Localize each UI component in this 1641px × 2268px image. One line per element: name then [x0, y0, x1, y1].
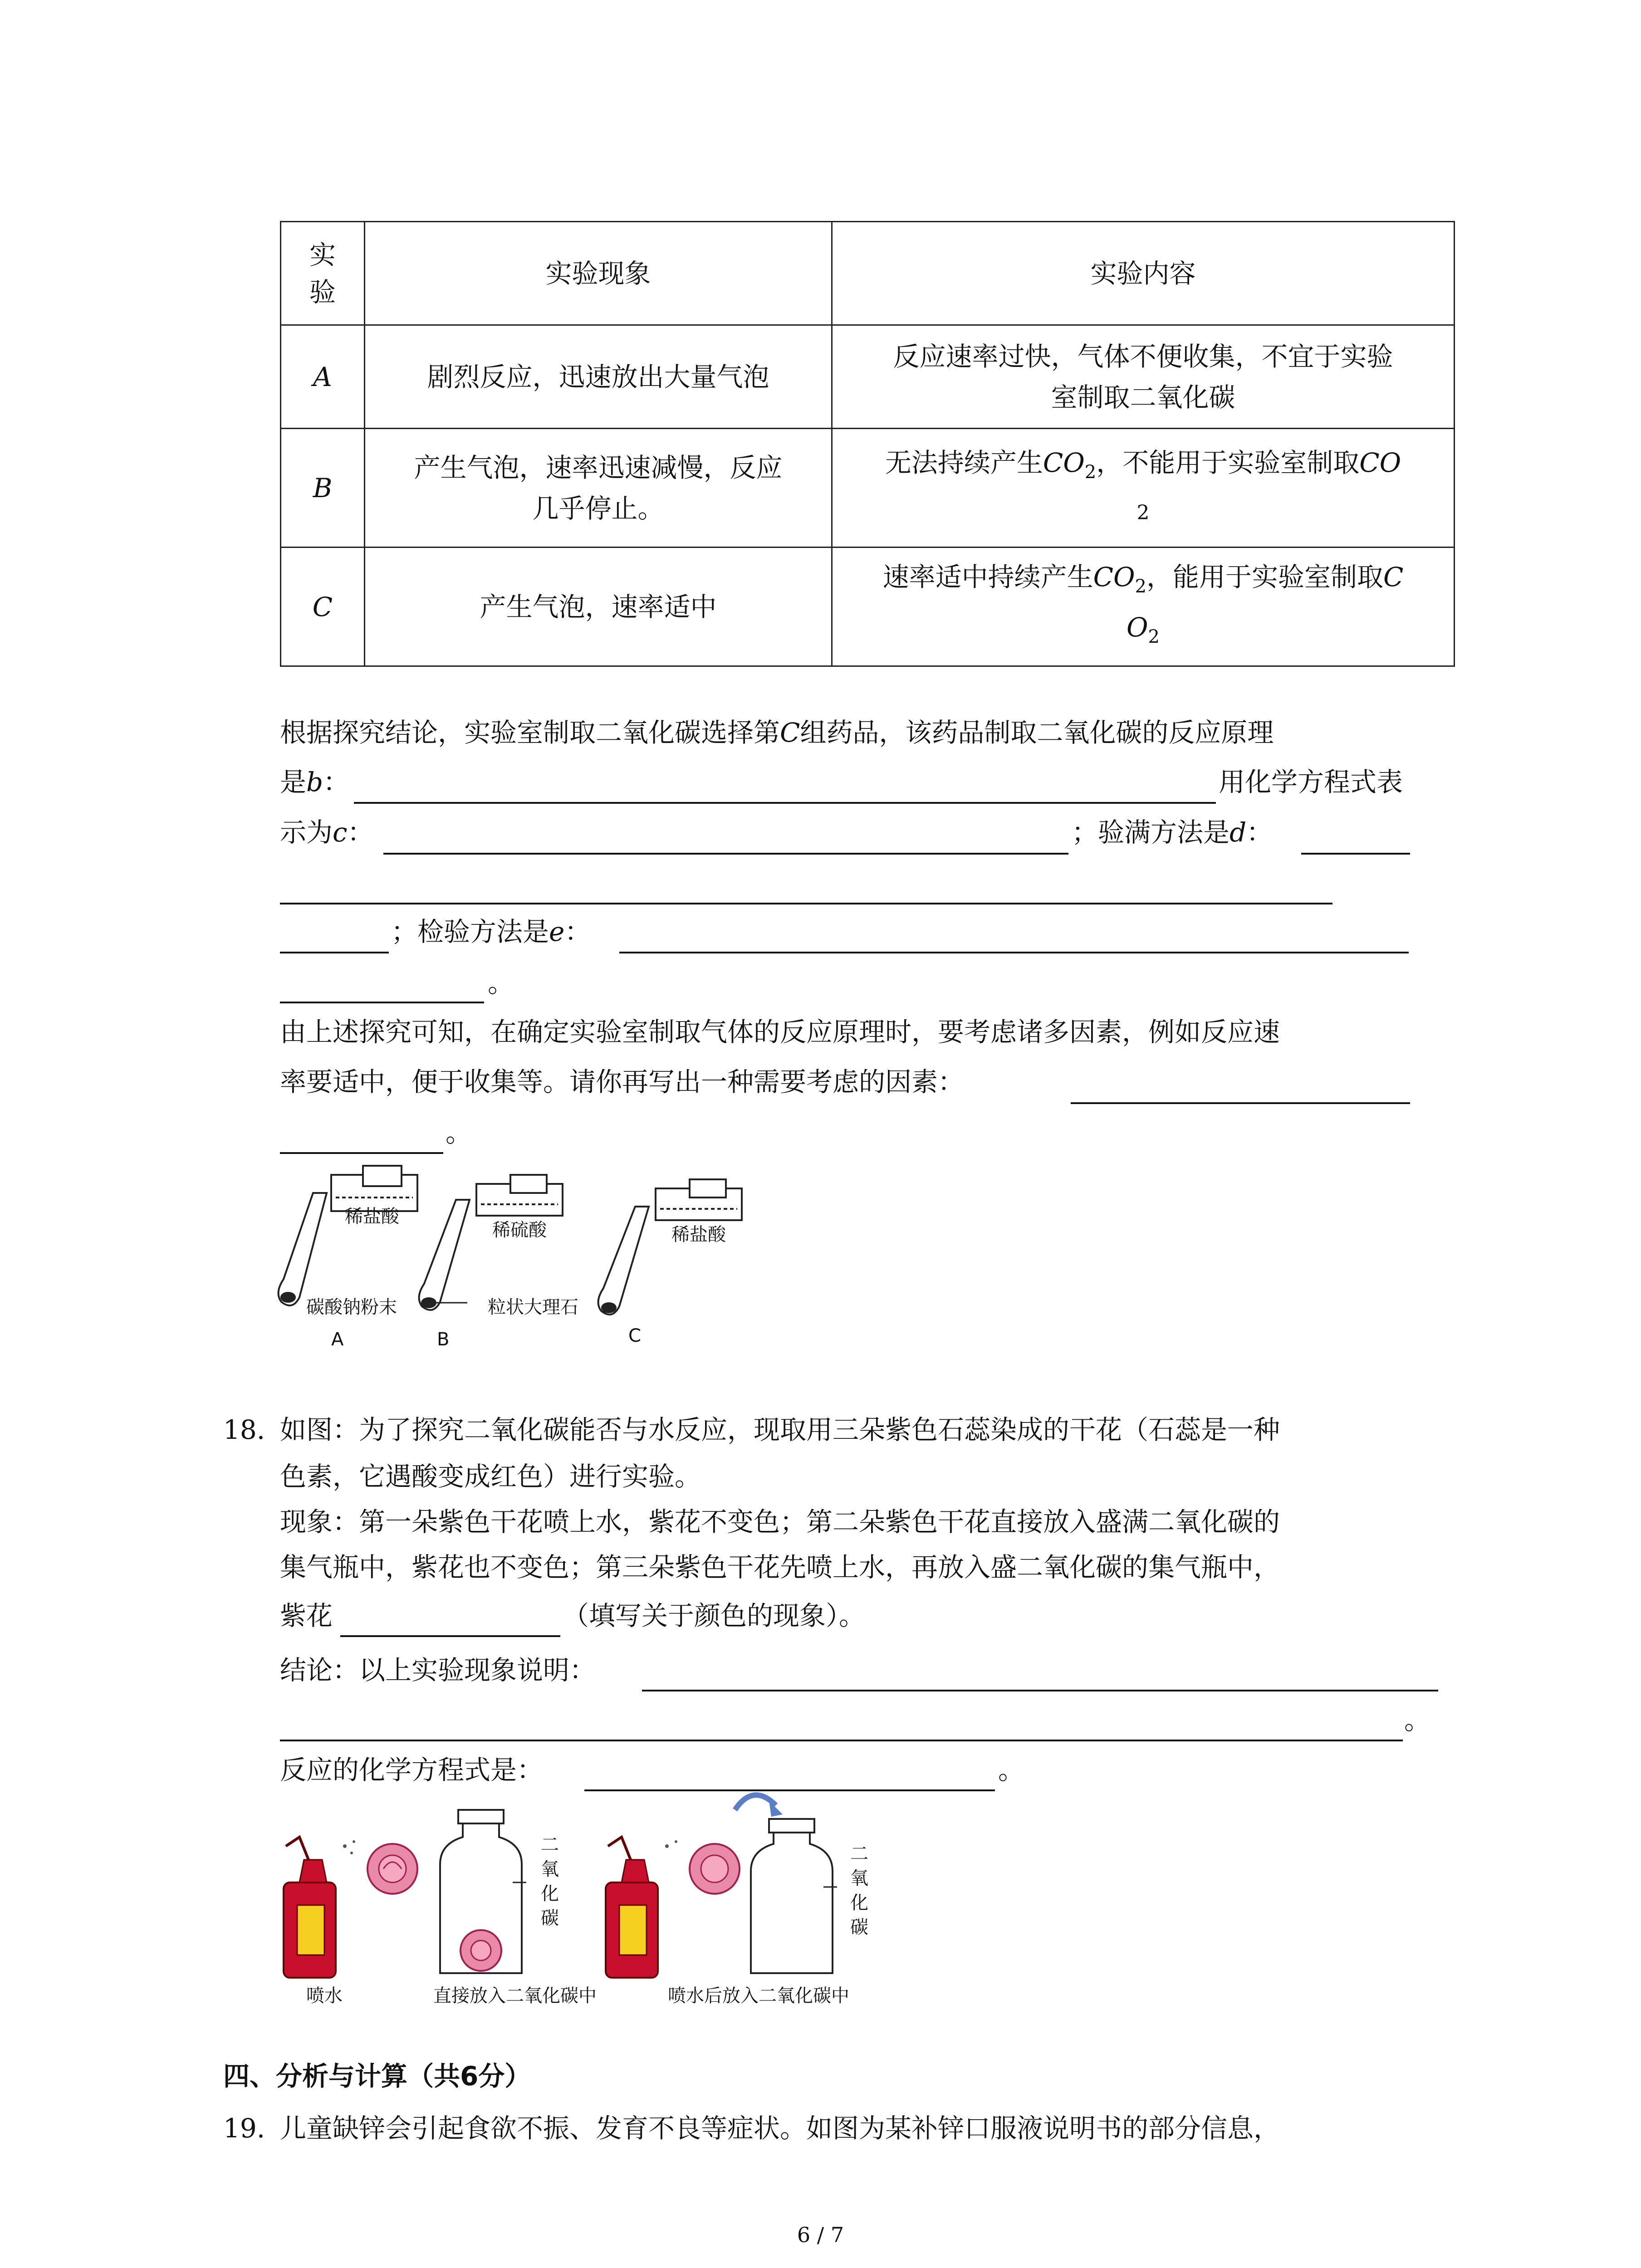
- q19-number: 19.: [223, 2113, 265, 2144]
- tube-label-a: A: [331, 1329, 344, 1350]
- header-content: 实验内容: [832, 222, 1455, 325]
- q18-line-5b: （填写关于颜色的现象）。: [563, 1600, 866, 1631]
- blank-b[interactable]: [354, 802, 1216, 804]
- conclusion-line-1: 根据探究结论，实验室制取二氧化碳选择第C组药品，该药品制取二氧化碳的反应原理: [280, 717, 1274, 748]
- blank-conclusion[interactable]: [642, 1690, 1438, 1691]
- spray-bottle-icon: [284, 1837, 355, 1978]
- blank-d-end[interactable]: [280, 952, 389, 953]
- blank-e-cont[interactable]: [280, 1002, 484, 1003]
- acid-label-b: 稀硫酸: [492, 1220, 547, 1241]
- co2-label-2: 二 氧 化 碳: [850, 1843, 868, 1938]
- fig2-label-spray: 喷水: [306, 1985, 343, 2006]
- blank-d[interactable]: [1301, 853, 1410, 855]
- fig2-label-spray-then: 喷水后放入二氧化碳中: [668, 1985, 849, 2006]
- q18-line-8b: 。: [998, 1755, 1025, 1785]
- q18-line-3: 现象：第一朵紫色干花喷上水，紫花不变色；第二朵紫色干花直接放入盛满二氧化碳的: [280, 1506, 1280, 1537]
- test-tube-figure: [272, 1161, 817, 1370]
- rose-icon: [367, 1844, 417, 1894]
- conclusion-line-5a: ；检验方法是e：: [391, 916, 591, 947]
- row-phenomenon: 产生气泡，速率适中: [365, 547, 832, 666]
- q18-line-5a: 紫花: [280, 1600, 333, 1631]
- row-content: 反应速率过快，气体不便收集，不宜于实验 室制取二氧化碳: [832, 325, 1455, 429]
- solid-label-b: 粒状大理石: [488, 1297, 578, 1318]
- conclusion-line-9: 。: [446, 1117, 472, 1148]
- conclusion-line-8: 率要适中，便于收集等。请你再写出一种需要考虑的因素：: [280, 1066, 965, 1097]
- fig2-label-direct: 直接放入二氧化碳中: [433, 1985, 597, 2006]
- row-id: C: [281, 547, 365, 666]
- tube-label-b: B: [437, 1329, 450, 1350]
- q18-line-1: 如图：为了探究二氧化碳能否与水反应，现取用三朵紫色石蕊染成的干花（石蕊是一种: [280, 1414, 1280, 1445]
- blank-c[interactable]: [383, 853, 1068, 855]
- row-id: A: [281, 325, 365, 429]
- row-content: 无法持续产生$CO_2$，不能用于实验室制取CO 2: [832, 429, 1455, 547]
- spray-bottle-icon: [606, 1837, 677, 1978]
- row-content: 速率适中持续产生$CO_2$，能用于实验室制取C $O_2$: [832, 547, 1455, 666]
- solid-label-a: 碳酸钠粉末: [306, 1297, 397, 1318]
- apparatus-b: [419, 1175, 563, 1310]
- q18-number: 18.: [223, 1414, 265, 1445]
- blank-factor-cont[interactable]: [280, 1152, 443, 1154]
- acid-label-c: 稀盐酸: [671, 1224, 726, 1245]
- table-header-row: [281, 222, 1455, 325]
- conclusion-line-2b: 用化学方程式表: [1219, 767, 1403, 797]
- conclusion-line-3b: ；验满方法是d：: [1072, 817, 1273, 848]
- experiment-table: [280, 221, 1455, 667]
- rose-icon: [460, 1930, 501, 1971]
- table-row: [281, 325, 1455, 429]
- q18-line-6: 结论：以上实验现象说明：: [280, 1655, 596, 1686]
- q18-line-8a: 反应的化学方程式是：: [280, 1755, 544, 1785]
- rose-icon: [690, 1844, 740, 1894]
- acid-label-a: 稀盐酸: [345, 1206, 399, 1227]
- q18-line-7: 。: [1404, 1705, 1431, 1735]
- blank-e[interactable]: [619, 952, 1409, 953]
- co2-label-1: 二 氧 化 碳: [541, 1834, 559, 1929]
- blank-equation[interactable]: [584, 1789, 995, 1791]
- gas-jar-icon: [751, 1819, 833, 1973]
- blank-conclusion-cont[interactable]: [280, 1740, 1403, 1741]
- q18-line-2: 色素，它遇酸变成红色）进行实验。: [280, 1461, 701, 1492]
- row-id: B: [281, 429, 365, 547]
- conclusion-line-3a: 示为c：: [280, 817, 374, 848]
- q18-line-4: 集气瓶中，紫花也不变色；第三朵紫色干花先喷上水，再放入盛二氧化碳的集气瓶中，: [280, 1552, 1280, 1583]
- header-phenomenon: 实验现象: [365, 222, 832, 325]
- blank-factor[interactable]: [1071, 1102, 1410, 1104]
- table-row: [281, 547, 1455, 666]
- section-title: 四、分析与计算（共6分）: [223, 2061, 531, 2092]
- blank-flower-color[interactable]: [340, 1635, 560, 1637]
- conclusion-line-7: 由上述探究可知，在确定实验室制取气体的反应原理时，要考虑诸多因素，例如反应速: [280, 1017, 1280, 1047]
- flower-experiment-figure: [272, 1792, 907, 2009]
- conclusion-line-2a: 是b：: [280, 767, 350, 797]
- page-number: 6 / 7: [797, 2223, 844, 2247]
- conclusion-line-6: 。: [488, 968, 514, 998]
- row-phenomenon: 剧烈反应，迅速放出大量气泡: [365, 325, 832, 429]
- apparatus-a: [279, 1166, 417, 1305]
- tube-label-c: C: [628, 1325, 641, 1346]
- table-row: [281, 429, 1455, 547]
- q19-line-1: 儿童缺锌会引起食欲不振、发育不良等症状。如图为某补锌口服液说明书的部分信息，: [280, 2113, 1280, 2144]
- blank-d-cont[interactable]: [280, 903, 1332, 904]
- row-phenomenon: 产生气泡，速率迅速减慢，反应 几乎停止。: [365, 429, 832, 547]
- apparatus-c: [598, 1179, 742, 1315]
- header-experiment: 实 验: [281, 222, 365, 325]
